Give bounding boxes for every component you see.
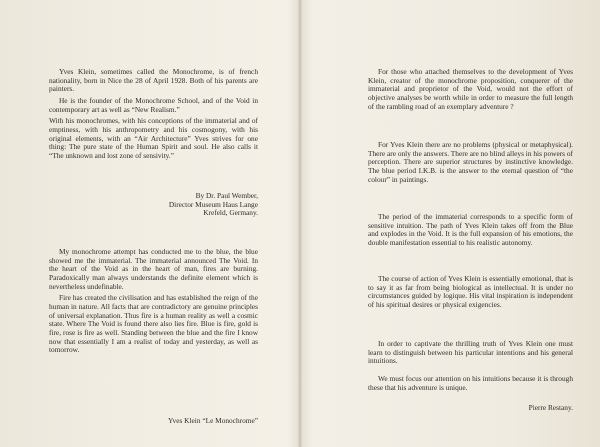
restany-column-5 (368, 340, 573, 366)
signature-klein: Yves Klein “Le Monochrome” (167, 416, 258, 425)
restany-paragraph-6: We must focus our attention on his intuitions because it is through these that his adventure is unique. (368, 374, 573, 392)
restany-paragraph-1: For those who attached themselves to the development of Yves Klein, creator of the monochrome proposition, conquerer of the immaterial and proprietor of the Void, would not the effort of objective analyses be worth while in order to measure the full length of the rambling road of an exemplary adventure ? (368, 67, 573, 111)
intro-column (49, 68, 258, 161)
intro-paragraph-3: With his monochromes, with his conceptions of the immaterial and of emptiness, with his anthropometry and his cosmogony, with his original elements, with an “Air Architecture” Yves strives for one thing: The pure state of the Human Spirit and soul. He also calls it “The unknown and lost zone of sensivity.” (49, 116, 258, 160)
restany-column-2 (368, 141, 573, 184)
signature-role: Director Museum Haus Lange (168, 199, 258, 209)
restany-paragraph-4: The course of action of Yves Klein is essentially emotional, that is to say it as far from being biological as intellectual. It is under no circumstances guided by logique. His vital inspiration is independent of his spiritual desires or physical exigencies. (368, 274, 573, 309)
right-page (302, 0, 600, 447)
intro-paragraph-1: Yves Klein, sometimes called the Monochrome, is of french nationality, born in Nice the 28 of April 1928. Both of his parents are painters. (49, 67, 258, 94)
restany-column-4 (368, 275, 573, 310)
restany-column-3 (368, 213, 573, 248)
statement-paragraph-2: Fire has created the civilisation and has established the reign of the human in nature. All facts that are contradictory are genuine principles of universal explanation. Thus fire is a human reality as well a cosmic state. Where The Void is found there also lies fire. Blue is fire, gold is fire, rose is fire as well. Standing between the blue and the fire I know now that essentially I am a realist of today and yesterday, as well as tomorrow. (49, 293, 258, 355)
intro-paragraph-2: He is the founder of the Monochrome School, and of the Void in contemporary art as well as “New Realism.” (49, 95, 258, 114)
restany-column-6 (368, 375, 573, 392)
restany-signature (368, 404, 573, 413)
signature-author: By Dr. Paul Wember, (195, 191, 258, 200)
restany-paragraph-3: The period of the immaterial corresponds to a specific form of sensitive intuition. The path of Yves Klein takes off from the Blue and explodes in the Void. It is the full expansion of his emotions, the double manifestation essential to his realistic autonomy. (368, 212, 573, 247)
klein-signature (49, 417, 258, 426)
statement-column (49, 248, 258, 355)
signature-place: Krefeld, Germany. (203, 208, 258, 218)
restany-column (368, 68, 573, 111)
signature-restany: Pierre Restany. (528, 403, 573, 412)
restany-paragraph-5: In order to captivate the thrilling truth of Yves Klein one must learn to distinguish between his particular intentions and his general intuitions. (368, 339, 573, 366)
statement-paragraph-1: My monochrome attempt has conducted me to the blue, the blue showed me the immaterial. The immaterial announced The Void. In the heart of the Void as in the heart of man, fires are burning. Paradoxically man always understands the definite element which is nevertheless undefinable. (49, 247, 258, 291)
restany-paragraph-2: For Yves Klein there are no problems (physical or metaphysical). There are only the answers. There are no blind alleys in his powers of perception. There are superior structures by instinctive knowledge. The blue period I.K.B. is the answer to the eternal question of “the colour” in paintings. (368, 140, 573, 184)
wember-signature (49, 192, 258, 218)
left-page (0, 0, 298, 447)
